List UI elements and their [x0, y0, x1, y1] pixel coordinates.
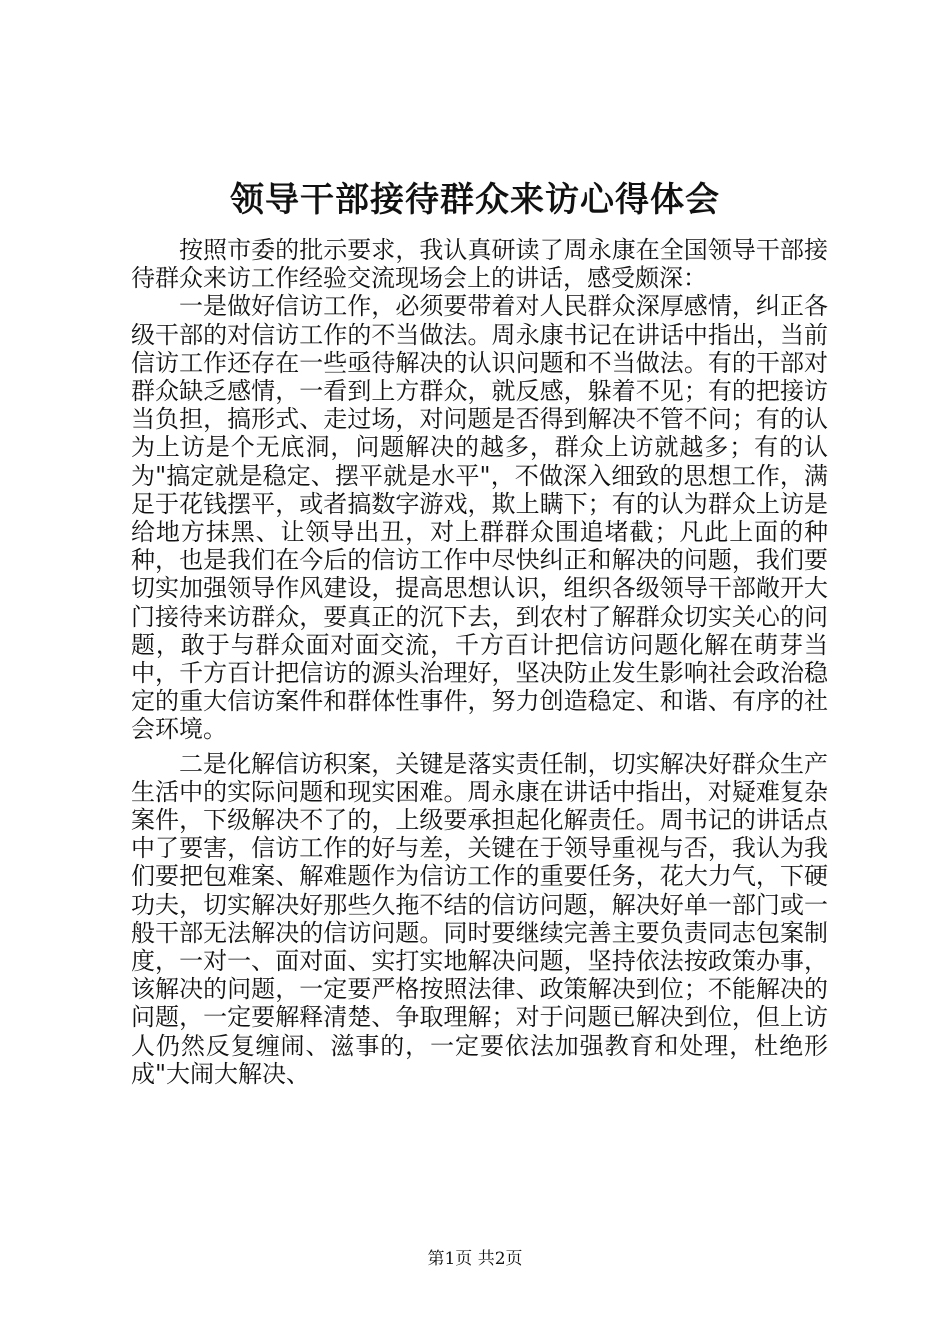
document-body [131, 236, 828, 1088]
document-title: 领导干部接待群众来访心得体会 [230, 180, 720, 220]
paragraph-intro: 按照市委的批示要求，我认真研读了周永康在全国领导干部接待群众来访工作经验交流现场会上的讲话，感受颇深： [131, 236, 828, 293]
page-number-footer: 第1页 共2页 [427, 1249, 523, 1269]
paragraph-second-point: 二是化解信访积案，关键是落实责任制，切实解决好群众生产生活中的实际问题和现实困难。周永康在讲话中指出，对疑难复杂案件，下级解决不了的，上级要承担起化解责任。周书记的讲话点中了要害，信访工作的好与差，关键在于领导重视与否，我认为我们要把包难案、解难题作为信访工作的重要任务，花大力气，下硬功夫，切实解决好那些久拖不结的信访问题，解决好单一部门或一般干部无法解决的信访问题。同时要继续完善主要负责同志包案制度，一对一、面对面、实打实地解决问题，坚持依法按政策办事，该解决的问题，一定要严格按照法律、政策解决到位；不能解决的问题，一定要解释清楚、争取理解；对于问题已解决到位，但上访人仍然反复缠闹、滋事的，一定要依法加强教育和处理，杜绝形成"大闹大解决、 [131, 749, 828, 1088]
paragraph-first-point: 一是做好信访工作，必须要带着对人民群众深厚感情，纠正各级干部的对信访工作的不当做法。周永康书记在讲话中指出，当前信访工作还存在一些亟待解决的认识问题和不当做法。有的干部对群众缺乏感情，一看到上方群众，就反感，躲着不见；有的把接访当负担，搞形式、走过场，对问题是否得到解决不管不问；有的认为上访是个无底洞，问题解决的越多，群众上访就越多；有的认为"搞定就是稳定、摆平就是水平"，不做深入细致的思想工作，满足于花钱摆平，或者搞数字游戏，欺上瞒下；有的认为群众上访是给地方抹黑、让领导出丑，对上群群众围追堵截；凡此上面的种种，也是我们在今后的信访工作中尽快纠正和解决的问题，我们要切实加强领导作风建设，提高思想认识，组织各级领导干部敞开大门接待来访群众，要真正的沉下去，到农村了解群众切实关心的问题，敢于与群众面对面交流，千方百计把信访问题化解在萌芽当中，千方百计把信访的源头治理好，坚决防止发生影响社会政治稳定的重大信访案件和群体性事件，努力创造稳定、和谐、有序的社会环境。 [131, 292, 828, 744]
